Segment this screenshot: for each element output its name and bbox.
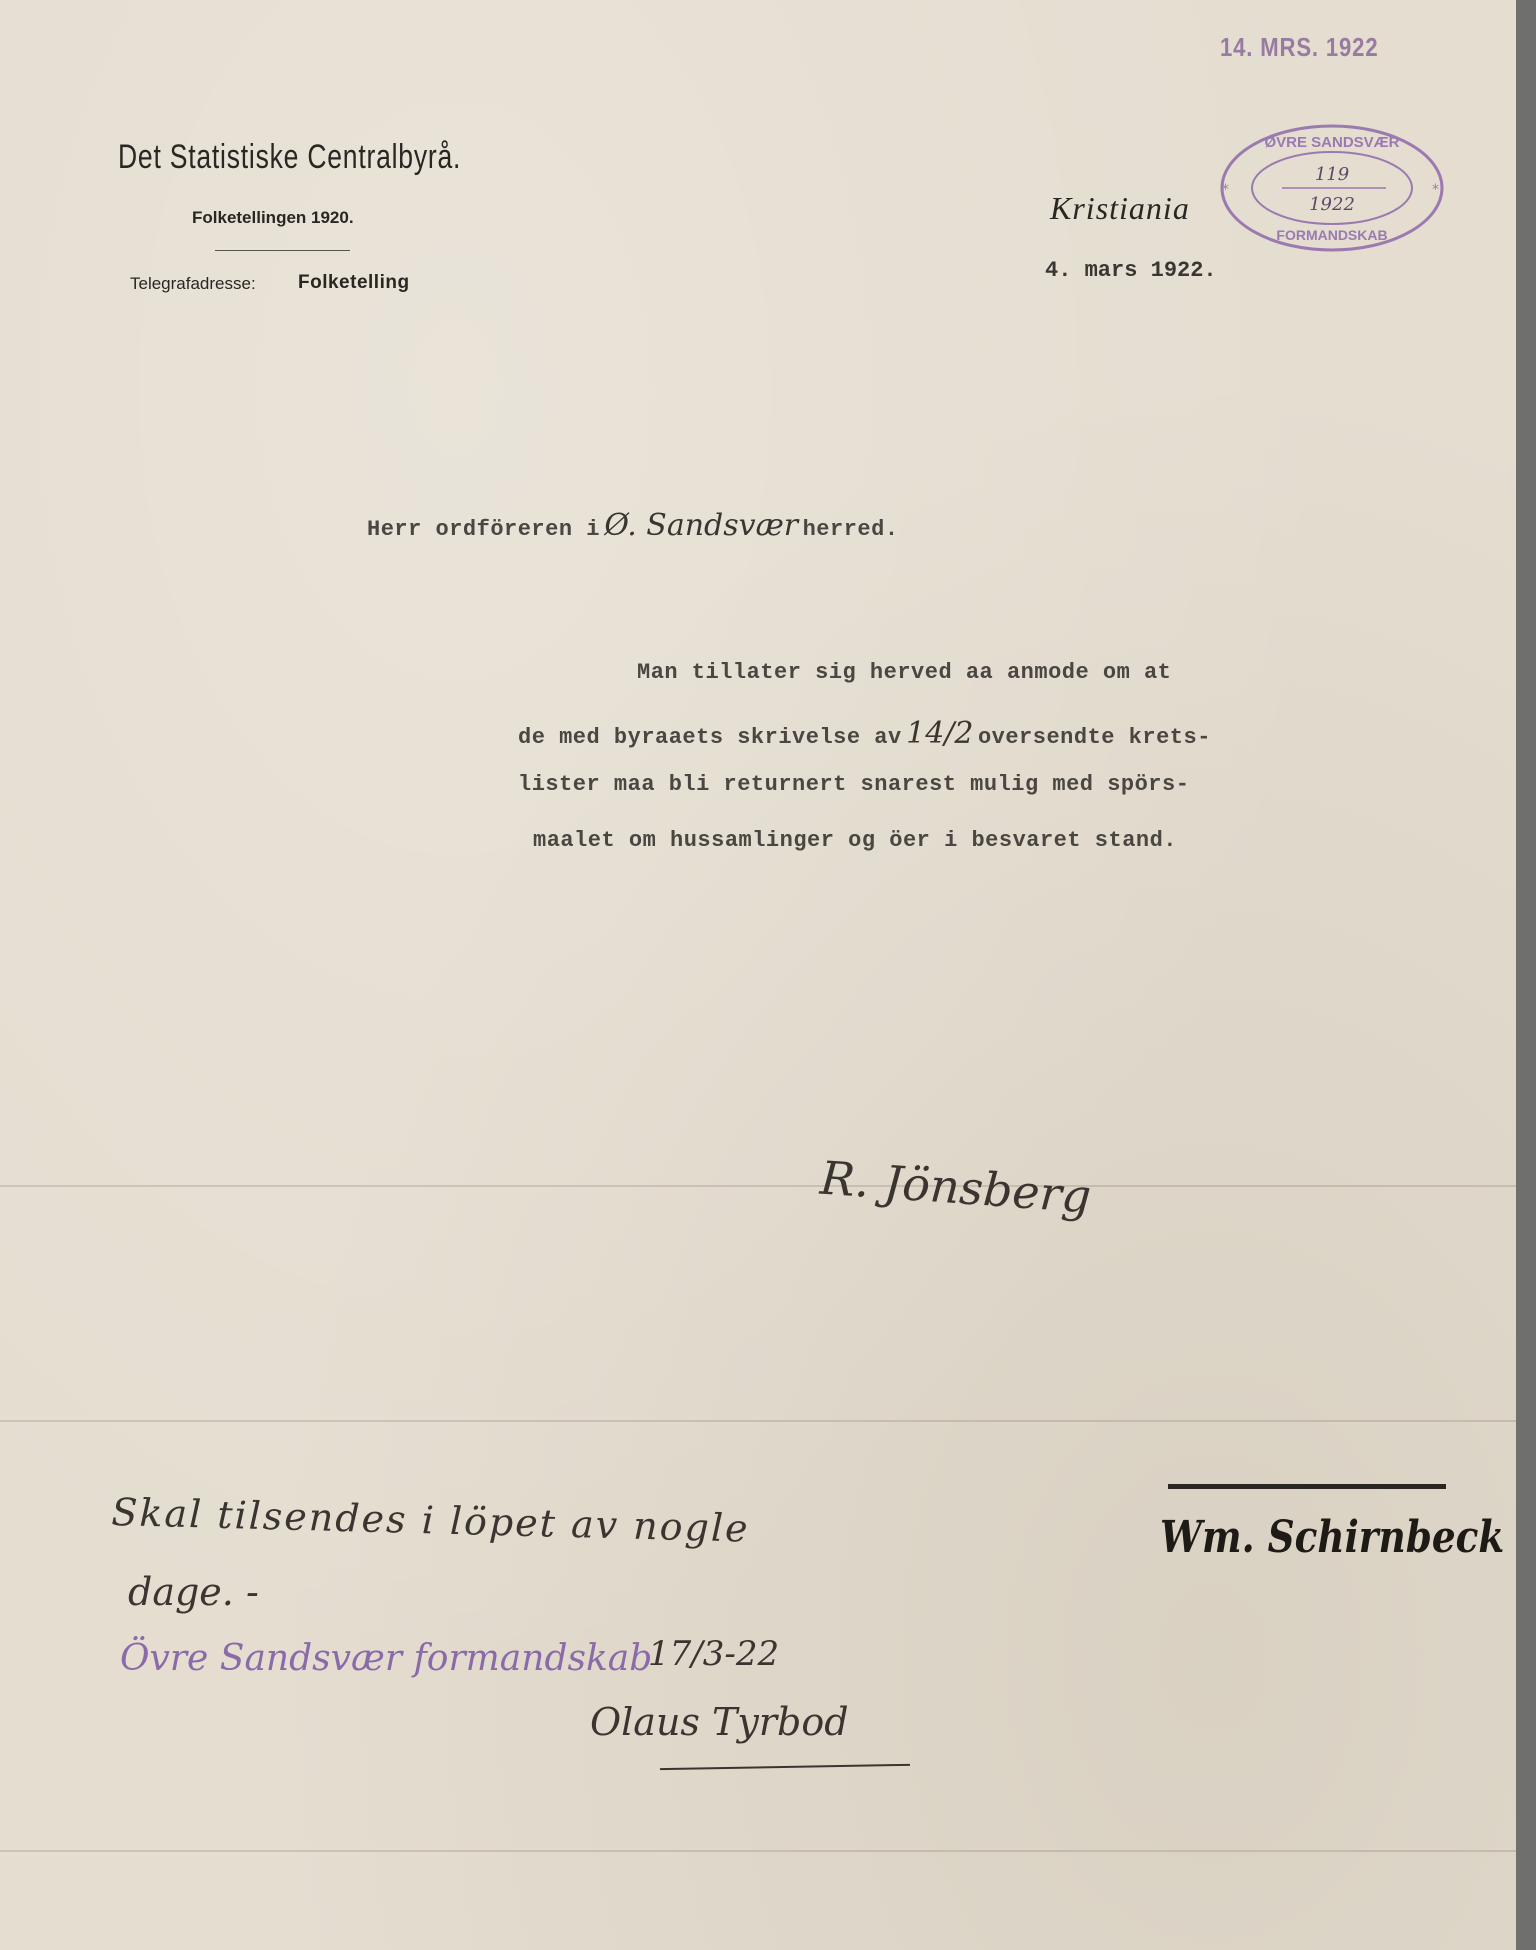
body-line-2-hand: 14/2 xyxy=(906,716,974,751)
office-stamp-year: 1922 xyxy=(1309,194,1355,215)
office-stamp-bottom: FORMANDSKAB xyxy=(1276,227,1388,243)
body-line-2b: oversendte krets- xyxy=(977,725,1211,750)
signature-bottom: Olaus Tyrbod xyxy=(590,1700,849,1744)
salutation xyxy=(367,508,899,543)
svg-text:*: * xyxy=(1222,182,1229,198)
letter-place: Kristiania xyxy=(1050,190,1190,226)
office-stamp-top: ØVRE SANDSVÆR xyxy=(1264,134,1400,151)
note-office-line: Övre Sandsvær formandskab xyxy=(120,1638,653,1679)
letterhead-subtitle: Folketellingen 1920. xyxy=(192,208,354,227)
signature-right: Wm. Schirnbeck xyxy=(1160,1512,1505,1563)
body-line-3: lister maa bli returnert snarest mulig med spörs- xyxy=(518,772,1190,797)
signature-bottom-underline xyxy=(660,1764,910,1770)
body-line-2 xyxy=(518,716,1211,751)
body-line-2a: de med byraaets skrivelse av xyxy=(518,725,902,750)
signature-jonsberg: R. Jönsberg xyxy=(818,1150,1093,1224)
received-date-stamp: 14. MRS. 1922 xyxy=(1220,32,1379,62)
body-line-4: maalet om hussamlinger og öer i besvaret stand. xyxy=(533,828,1178,853)
note-line-2: dage. - xyxy=(128,1570,259,1614)
note-office-date: 17/3-22 xyxy=(648,1634,780,1674)
salutation-before: Herr ordföreren i xyxy=(367,517,600,542)
office-stamp-number: 119 xyxy=(1314,164,1350,185)
scan-edge xyxy=(1516,0,1536,1950)
fold-line xyxy=(0,1185,1516,1187)
office-stamp-oval xyxy=(1218,122,1446,254)
signature-bar xyxy=(1168,1484,1446,1489)
letterhead-name: Det Statistiske Centralbyrå. xyxy=(118,138,462,176)
salutation-after: herred. xyxy=(802,517,899,542)
salutation-handwritten: Ø. Sandsvær xyxy=(604,508,799,543)
telegraph-value: Folketelling xyxy=(298,272,410,293)
note-line-1: Skal tilsendes i löpet av nogle xyxy=(110,1490,751,1551)
letter-date: 4. mars 1922. xyxy=(1045,258,1217,283)
telegraph-label: Telegrafadresse: xyxy=(130,274,256,293)
fold-line xyxy=(0,1850,1516,1852)
body-line-1: Man tillater sig herved aa anmode om at xyxy=(637,660,1172,685)
office-stamp xyxy=(1218,122,1446,254)
letterhead-divider xyxy=(215,250,350,251)
svg-text:*: * xyxy=(1432,182,1439,198)
fold-line xyxy=(0,1420,1516,1422)
